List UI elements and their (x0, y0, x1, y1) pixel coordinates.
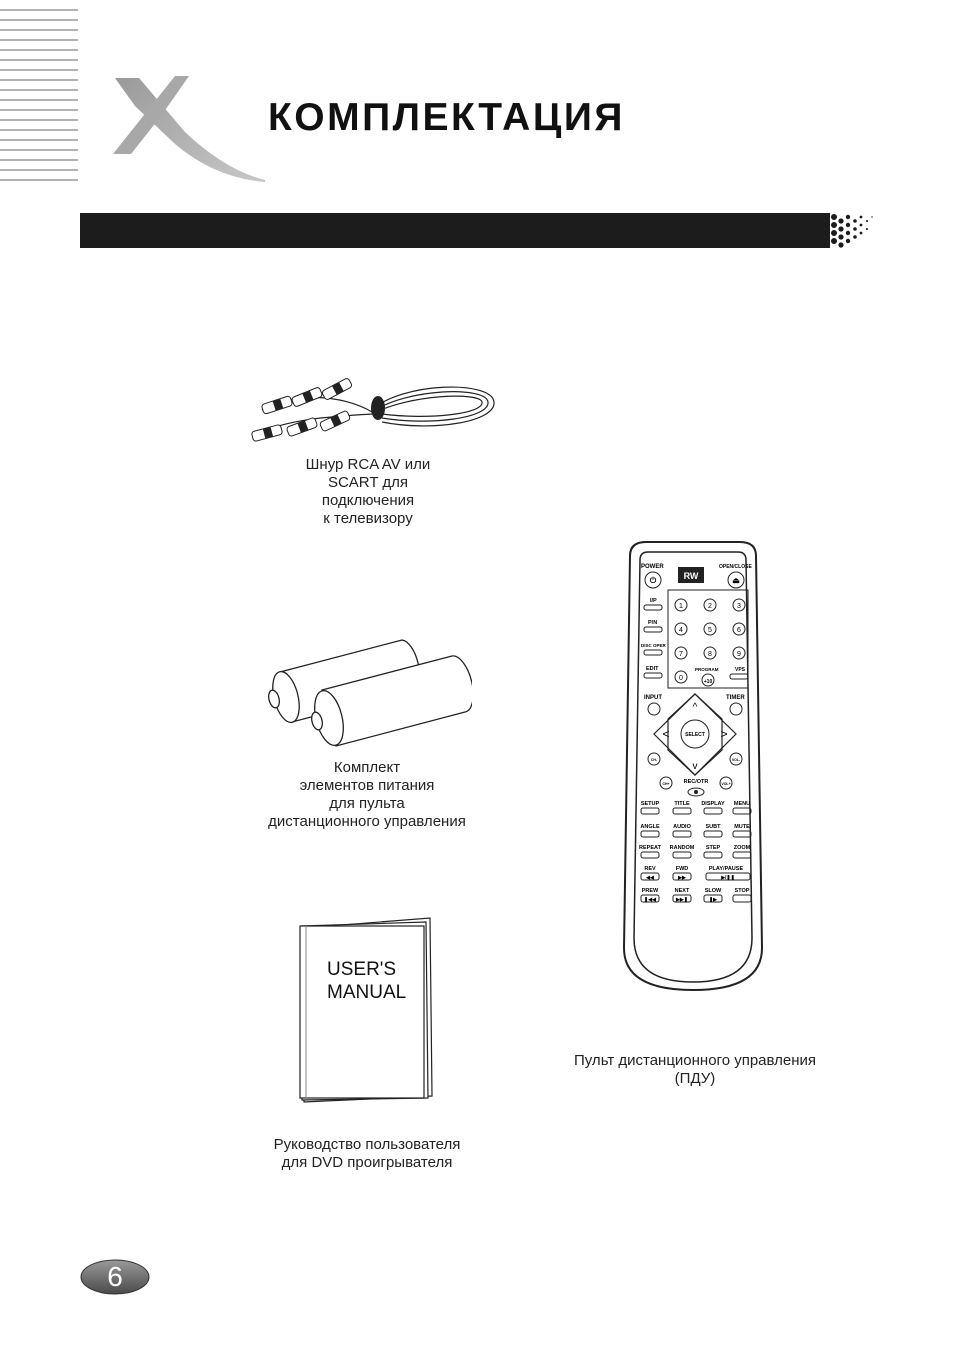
remote-label-vps: VPS (735, 667, 746, 673)
digit-5: 5 (708, 627, 712, 634)
nav-right-icon: > (720, 727, 728, 741)
remote-label-edit: EDIT (646, 666, 659, 672)
remote-label-mute: MUTE (734, 824, 750, 830)
digit-1: 1 (679, 603, 683, 610)
manual-cover-text: USER'S MANUAL (327, 959, 407, 1003)
nav-up-icon: ^ (692, 702, 698, 713)
remote-label-pn: P/N (648, 620, 658, 626)
manual-caption: Руководство пользователя для DVD проигрывателя (273, 1136, 461, 1171)
remote-label-setup: SETUP (640, 801, 660, 807)
remote-label-program: PROGRAM (695, 667, 719, 672)
remote-label-stop: STOP (734, 888, 750, 894)
remote-label-timer: TIMER (726, 695, 745, 701)
power-icon: ⏻ (649, 576, 657, 585)
remote-label-subt: SUBT (705, 824, 721, 830)
remote-rw-label: RW (683, 571, 699, 581)
digit-0: 0 (679, 675, 683, 682)
remote-select-label: SELECT (685, 732, 705, 738)
remote-caption: Пульт дистанционного управления (ПДУ) (573, 1052, 817, 1087)
remote-label-power: POWER (641, 564, 664, 570)
record-icon (694, 790, 698, 794)
cable-caption: Шнур RCA AV или SCART для подключения к телевизору (305, 456, 431, 527)
nav-left-icon: < (662, 727, 670, 741)
next-icon: ▶▶❚ (676, 897, 688, 903)
remote-label-fwd: FWD (675, 866, 689, 872)
remote-label-angle: ANGLE (640, 824, 660, 830)
remote-label-zoom: ZOOM (733, 845, 751, 851)
remote-label-title: TITLE (674, 801, 690, 807)
slow-icon: ❚▶ (708, 897, 718, 903)
remote-vol-plus-label: VOL+ (721, 782, 731, 786)
remote-label-play-pause: PLAY/PAUSE (708, 866, 744, 872)
remote-label-prew: PREW (641, 888, 659, 894)
remote-plus10-label: +10 (703, 679, 713, 685)
remote-label-input: INPUT (644, 695, 662, 701)
header-stripes (0, 8, 80, 184)
previous-icon: ❚◀◀ (644, 897, 656, 903)
remote-ch-minus-label: CH- (650, 758, 658, 762)
remote-vol-minus-label: VOL- (731, 758, 741, 762)
fast-forward-icon: ▶▶ (678, 875, 686, 881)
page-title: КОМПЛЕКТАЦИЯ (268, 96, 625, 139)
remote-label-audio: AUDIO (673, 824, 691, 830)
user-manual-illustration (290, 910, 440, 1105)
digit-3: 3 (737, 603, 741, 610)
digit-8: 8 (708, 651, 712, 658)
remote-label-next: NEXT (674, 888, 690, 894)
batteries-illustration (262, 632, 472, 752)
remote-label-rev: REV (644, 866, 656, 872)
play-pause-icon: ▶/❚❚ (721, 875, 735, 881)
digit-6: 6 (737, 627, 741, 634)
nav-down-icon: v (692, 761, 698, 772)
remote-label-menu: MENU (733, 801, 751, 807)
remote-label-disc-oper: DISC OPER (641, 643, 666, 648)
x-logo (105, 70, 270, 185)
remote-control-illustration (618, 538, 768, 998)
digit-4: 4 (679, 627, 683, 634)
rewind-icon: ◀◀ (646, 875, 654, 881)
remote-label-slow: SLOW (704, 888, 722, 894)
remote-label-rec-otr: REC/OTR (683, 779, 709, 785)
remote-label-ip: I/P (650, 598, 657, 604)
remote-label-random: RANDOM (669, 845, 695, 851)
digit-2: 2 (708, 603, 712, 610)
remote-ch-plus-label: CH+ (662, 782, 670, 786)
remote-label-step: STEP (705, 845, 721, 851)
batteries-caption: Комплект элементов питания для пульта дистанционного управления (268, 759, 466, 830)
remote-label-open-close: OPEN/CLOSE (719, 564, 752, 570)
header-banner (80, 213, 875, 248)
remote-label-display: DISPLAY (701, 801, 725, 807)
eject-icon: ⏏ (732, 576, 740, 585)
page-number: 6 (107, 1261, 123, 1292)
digit-9: 9 (737, 651, 741, 658)
digit-7: 7 (679, 651, 683, 658)
remote-label-repeat: REPEAT (639, 845, 661, 851)
av-cable-illustration (232, 372, 502, 452)
